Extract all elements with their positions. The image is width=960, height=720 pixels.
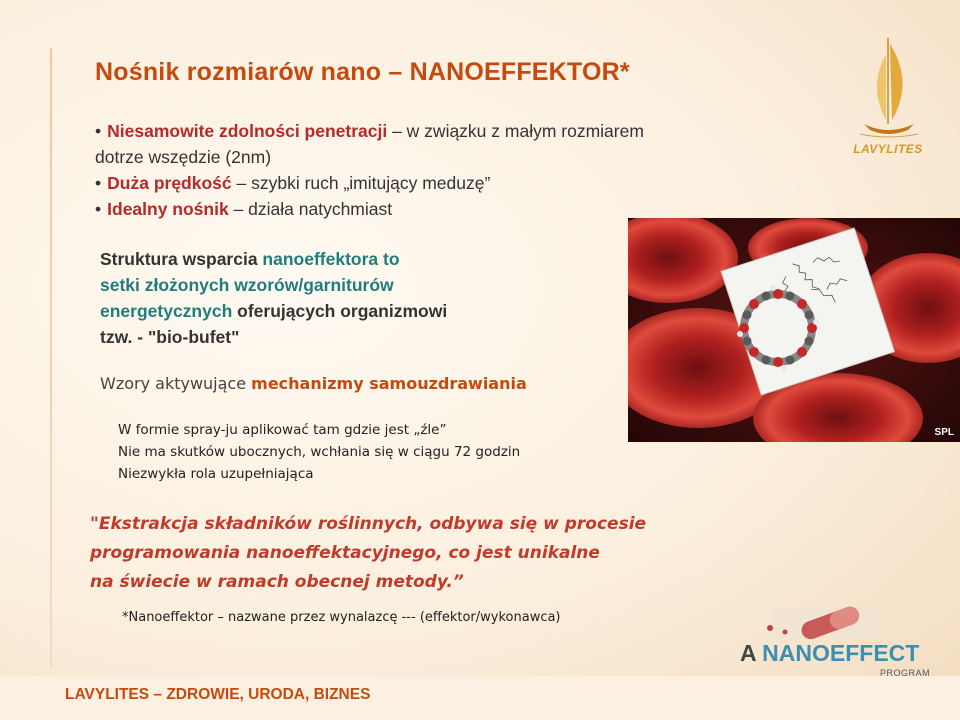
bullet-text: – działa natychmiast xyxy=(228,199,393,219)
structure-highlight: setki złożonych wzorów/garniturów xyxy=(100,275,394,295)
decorative-vertical-line xyxy=(50,48,52,668)
bullet-text: – szybki ruch „imitujący meduzę” xyxy=(231,173,491,193)
image-credit: SPL xyxy=(934,427,954,438)
footer-text: LAVYLITES – ZDROWIE, URODA, BIZNES xyxy=(65,686,371,703)
quote-block xyxy=(90,510,690,597)
logo-wordmark xyxy=(740,640,919,667)
structure-text: tzw. - "bio-bufet" xyxy=(100,327,240,347)
patterns-text: Wzory aktywujące xyxy=(100,374,252,393)
quote-line: "Ekstrakcja składników roślinnych, odbywa się w procesie xyxy=(90,514,647,534)
bullet-dot-icon: • xyxy=(95,199,102,219)
logo-word: NANOEFFECT xyxy=(762,640,920,666)
structure-text: oferujących organizmowi xyxy=(232,301,448,321)
patterns-line xyxy=(100,374,527,393)
footnote: *Nanoeffektor – nazwane przez wynalazcę --- (effektor/wykonawca) xyxy=(122,610,561,625)
quote-line: programowania nanoeffektacyjnego, co jest unikalne xyxy=(90,543,600,563)
bullet-dot-icon: • xyxy=(95,121,102,141)
quote-line: na świecie w ramach obecnej metody.” xyxy=(90,572,464,592)
patterns-highlight: mechanizmy samouzdrawiania xyxy=(251,374,527,393)
blood-cells-illustration xyxy=(628,218,960,442)
list-item: Niezwykła rola uzupełniająca xyxy=(118,466,314,482)
page-title: Nośnik rozmiarów nano – NANOEFFEKTOR* xyxy=(95,58,630,86)
nanoeffect-logo xyxy=(740,604,952,680)
structure-paragraph xyxy=(100,246,600,350)
structure-highlight: nanoeffektora to xyxy=(262,249,400,269)
structure-highlight: energetycznych xyxy=(100,301,233,321)
bullet-dot-icon: • xyxy=(95,173,102,193)
bullet-strong: Idealny nośnik xyxy=(107,199,229,219)
molecule-capsule-icon xyxy=(740,604,952,644)
logo-text: LAVYLITES xyxy=(853,142,923,156)
bullet-strong: Niesamowite zdolności penetracji xyxy=(107,121,388,141)
bullet-item xyxy=(95,118,795,170)
blood-cells-image xyxy=(628,218,960,442)
bullet-strong: Duża prędkość xyxy=(107,173,232,193)
usage-list xyxy=(118,419,520,485)
list-item: Nie ma skutków ubocznych, wchłania się w ciągu 72 godzin xyxy=(118,444,521,460)
list-item: W formie spray-ju aplikować tam gdzie jest „źle” xyxy=(118,422,447,438)
bullet-item xyxy=(95,170,795,196)
lavylites-logo xyxy=(852,32,924,162)
feature-bullets xyxy=(95,118,795,222)
logo-letter: A xyxy=(740,640,763,666)
logo-subtitle: PROGRAM xyxy=(880,668,931,678)
structure-text: Struktura wsparcia xyxy=(100,249,263,269)
sailboat-icon xyxy=(852,32,924,142)
bullet-text: – w związku z małym rozmiarem xyxy=(387,121,644,141)
bullet-continuation: dotrze wszędzie (2nm) xyxy=(95,147,272,167)
